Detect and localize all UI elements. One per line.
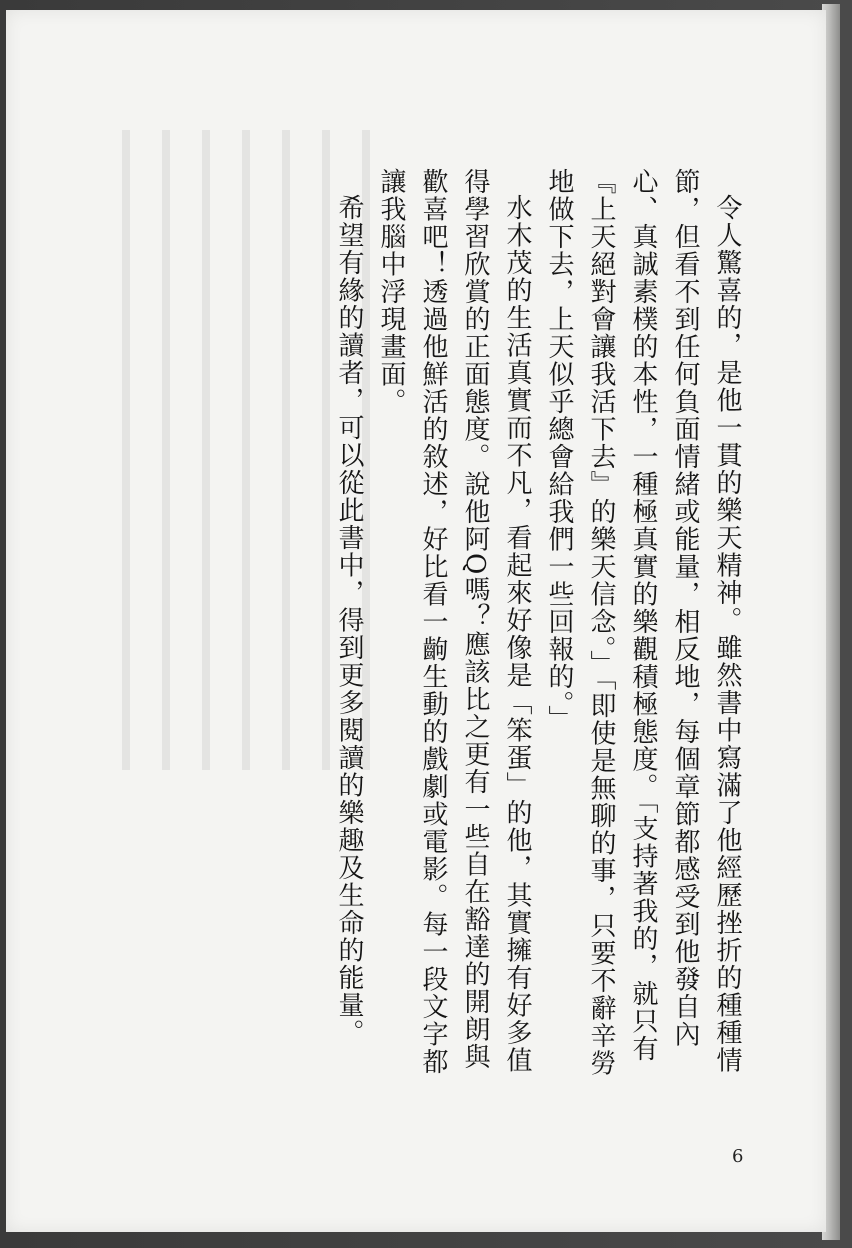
paragraph-1: 令人驚喜的，是他一貫的樂天精神。雖然書中寫滿了他經歷挫折的種種情節，但看不到任何負面情緒或能量，相反地，每個章節都感受到他發自內心、真誠素樸的本性，一種極真實的樂觀積極態度。「支持著我的，就只有『上天絕對會讓我活下去』的樂天信念。」「即使是無聊的事，只要不辭辛勞地做下去，上天似乎總會給我們一些回報的。」 [544, 168, 742, 1077]
paragraph-3: 希望有緣的讀者，可以從此書中，得到更多閱讀的樂趣及生命的能量。 [334, 194, 364, 1047]
page-number: 6 [732, 1146, 744, 1167]
paragraph-2: 水木茂的生活真實而不凡，看起來好像是「笨蛋」的他，其實擁有好多值得學習欣賞的正面態度。說他阿Q嗎？應該比之更有一些自在豁達的開朗與歡喜吧！透過他鮮活的敘述，好比看一齣生動的戲劇或電影。每一段文字都讓我腦中浮現畫面。 [376, 168, 532, 1076]
book-page [6, 10, 826, 1232]
body-text [328, 168, 748, 1088]
